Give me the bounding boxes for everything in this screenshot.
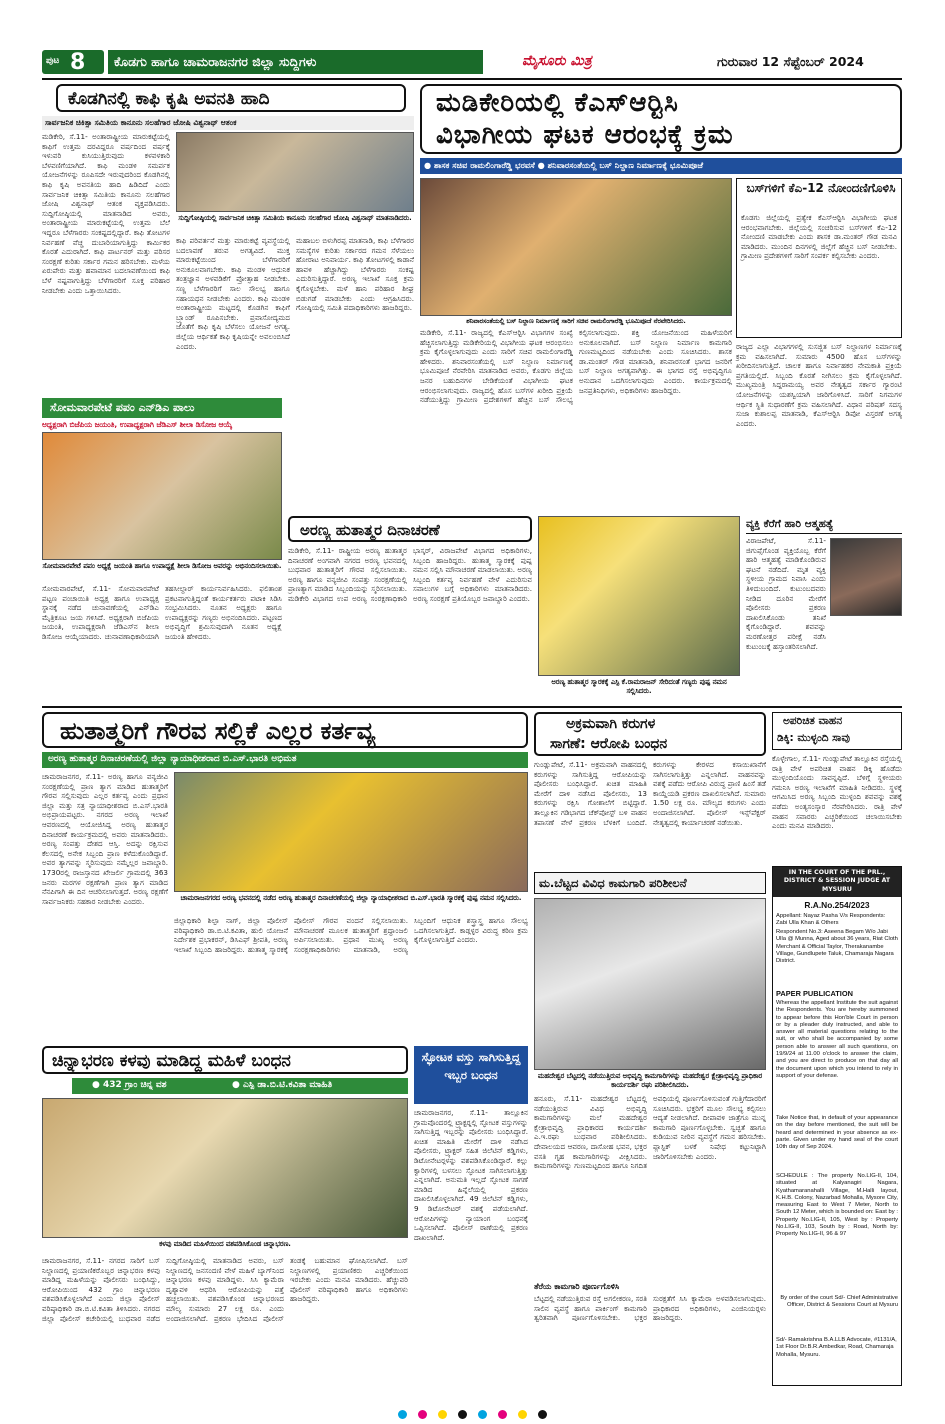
photo-caption: ಅರಣ್ಯ ಹುತಾತ್ಮರ ಸ್ಮಾರಕಕ್ಕೆ ಎಸ್ಪಿ ಕೆ.ರಾಮರಾಜನ್ ಸೇರಿದಂತೆ ಗಣ್ಯರು ಪುಷ್ಪ ನಮನ ಸಲ್ಲಿಸಿದರು. (551, 678, 727, 695)
story-somwarpet (42, 398, 282, 698)
story-gold-theft (42, 1046, 408, 1386)
victim-photo (830, 538, 902, 616)
celebration-photo (42, 432, 282, 560)
headline: ಅರಣ್ಯ ಹುತಾತ್ಮರ ದಿನಾಚರಣೆ (300, 521, 440, 539)
story-ksrtc (420, 84, 902, 514)
photo-caption: ಸೋಮವಾರಪೇಟೆ ಪಪಂ ಅಧ್ಯಕ್ಷೆ ಜಯಂತಿ ಹಾಗೂ ಉಪಾಧ್ಯಕ್ಷೆ ಶೀಲಾ ಡಿಸೋಜ ಅವರನ್ನು ಅಭಿನಂದಿಸಲಾಯಿತು. (42, 562, 282, 570)
bus-registration-box (736, 178, 902, 338)
section-title: ಕೊಡಗು ಹಾಗೂ ಚಾಮರಾಜನಗರ ಜಿಲ್ಲಾ ಸುದ್ದಿಗಳು (114, 54, 317, 69)
page-number: 8 (70, 50, 86, 75)
schedule: SCHEDULE : The property No.LIG-II, 104, situated at Kalyanagiri Nagara, Kyathamaranahalli Village, M.Halli layout, K.H.B. Colony, Nazarbad Mohalla, Mysore City, measuring East to West 7 Meter, North to South 12 Meter, which is bounded on: East by : Property No.LIG-II, 105, West by : Property No.LIG-II, 103, South by : Road, North by: Property No.LIG-II, 96 & 97 (776, 1173, 898, 1238)
photo-caption: ಸುದ್ದಿಗೋಷ್ಠಿಯಲ್ಲಿ ಸಾರ್ವಜನಿಕ ಚಿಕಿತ್ಸಾ ಸಮಿತಿಯ ಕಾನೂನು ಸಲಹೆಗಾರ ಜೋಷಿ ವಿಶ್ವನಾಥ್ ಮಾತನಾಡಿದರು. (178, 214, 412, 222)
subhead: ಅಧ್ಯಕ್ಷರಾಗಿ ಬಿಜೆಪಿಯ ಜಯಂತಿ, ಉಪಾಧ್ಯಕ್ಷರಾಗಿ ಜೆಡಿಎಸ್ ಶೀಲಾ ಡಿಸೋಜ ಆಯ್ಕೆ (42, 420, 233, 429)
headline-box (288, 516, 532, 542)
headline-box (42, 1046, 408, 1074)
signoff: By order of the court Sd/- Chief Administrative Officer, District & Sessions Court at Mysuru (780, 1295, 898, 1309)
headline: ಮ.ಬೆಟ್ಟದ ವಿವಿಧ ಕಾಮಗಾರಿ ಪರಿಶೀಲನೆ (539, 876, 687, 890)
headline-line-1: ಮಡಿಕೇರಿಯಲ್ಲಿ ಕೆಎಸ್‍ಆರ್‍ಟಿಸಿ (436, 88, 679, 118)
headline-box (772, 712, 902, 750)
section-divider (42, 706, 902, 708)
case-number: R.A.No.254/2023 (804, 900, 870, 910)
story-forest-martyrs (288, 516, 740, 702)
headline-box (42, 712, 528, 748)
memorial-photo (538, 516, 740, 676)
box-body: ಕೊಡಗು ಜಿಲ್ಲೆಯಲ್ಲಿ ಪ್ರತ್ಯೇಕ ಕೆಎಸ್‍ಆರ್‍ಟಿಸಿ ವಿಭಾಗೀಯ ಘಟಕ ಆರಂಭವಾಗಬೇಕು. ಜಿಲ್ಲೆಯಲ್ಲಿ ಸಂಚರಿಸುವ ಬಸ್‍ಗಳಿಗೆ ಕೆಎ-12 ನೋಂದಣಿ ಮಾಡಬೇಕು ಎಂದು ಶಾಸಕ ಡಾ.ಮಂತರ್ ಗೌಡ ಮನವಿ ಮಾಡಿದರು. ಮುಂದಿನ ದಿನಗಳಲ್ಲಿ ಜಿಲ್ಲೆಗೆ ಹೆಚ್ಚಿನ ಬಸ್ ನೀಡಬೇಕು. ಗ್ರಾಮೀಣ ಪ್ರದೇಶಗಳಿಗೆ ಸಾರಿಗೆ ಸಂಪರ್ಕ ಕಲ್ಪಿಸಬೇಕು ಎಂದರು. (741, 213, 897, 261)
paper-name: ಮೈಸೂರು ಮಿತ್ರ (522, 53, 592, 69)
headline: ಸ್ಫೋಟಕ ವಸ್ತು ಸಾಗಿಸುತ್ತಿದ್ದ ಇಬ್ಬರ ಬಂಧನ (421, 1050, 521, 1082)
reg-dot (478, 1410, 487, 1419)
page-number-badge (42, 50, 104, 74)
banner-2: ● ಎಸ್ಪಿ ಡಾ.ಬಿ.ಟಿ.ಕವಿತಾ ಮಾಹಿತಿ (232, 1080, 333, 1090)
headline-box (534, 712, 766, 756)
body: ಹನೂರು, ಸೆ.11- ಮಹದೇಶ್ವರ ಬೆಟ್ಟದಲ್ಲಿ ನಡೆಯುತ್ತಿರುವ ವಿವಿಧ ಅಭಿವೃದ್ಧಿ ಕಾಮಗಾರಿಗಳನ್ನು ಮಲೆ ಮಹದೇಶ್ವರ ಕ್ಷೇತ್ರಾಭಿವೃದ್ಧಿ ಪ್ರಾಧಿಕಾರದ ಕಾರ್ಯದರ್ಶಿ ಎ.ಇ.ರಘು ಬುಧವಾರ ಪರಿಶೀಲಿಸಿದರು. ದೇವಾಲಯದ ಆವರಣ, ದಾಸೋಹ ಭವನ, ಭಕ್ತರ ವಸತಿ ಗೃಹ ಕಾಮಗಾರಿಗಳನ್ನು ವೀಕ್ಷಿಸಿದರು. ಕಾಮಗಾರಿಗಳನ್ನು ಗುಣಮಟ್ಟದಿಂದ ಹಾಗೂ ನಿಗದಿತ ಅವಧಿಯಲ್ಲಿ ಪೂರ್ಣಗೊಳಿಸುವಂತೆ ಗುತ್ತಿಗೆದಾರರಿಗೆ ಸೂಚಿಸಿದರು. ಭಕ್ತರಿಗೆ ಮೂಲ ಸೌಲಭ್ಯ ಕಲ್ಪಿಸಲು ಆದ್ಯತೆ ನೀಡಲಾಗಿದೆ. ದೀಪಾವಳಿ ಜಾತ್ರೆಗೂ ಮುನ್ನ ಕಾಮಗಾರಿ ಪೂರ್ಣಗೊಳ್ಳಬೇಕು. ಸ್ವಚ್ಛತೆ ಹಾಗೂ ಕುಡಿಯುವ ನೀರಿನ ವ್ಯವಸ್ಥೆಗೆ ಗಮನ ಹರಿಸಬೇಕು. ಪ್ಲಾಸ್ಟಿಕ್ ಬಳಕೆ ನಿಷೇಧ ಕಟ್ಟುನಿಟ್ಟಾಗಿ ಜಾರಿಗೊಳಿಸಬೇಕು ಎಂದರು. (534, 1094, 766, 1171)
body: ಗುಂಡ್ಲುಪೇಟೆ, ಸೆ.11- ಅಕ್ರಮವಾಗಿ ವಾಹನದಲ್ಲಿ ಕರುಗಳನ್ನು ಸಾಗಿಸುತ್ತಿದ್ದ ಆರೋಪಿಯನ್ನು ಪೊಲೀಸರು ಬಂಧಿಸಿದ್ದಾರೆ. ಖಚಿತ ಮಾಹಿತಿ ಮೇರೆಗೆ ದಾಳಿ ನಡೆಸಿದ ಪೊಲೀಸರು, 13 ಕರುಗಳನ್ನು ರಕ್ಷಿಸಿ ಗೋಶಾಲೆಗೆ ಬಿಟ್ಟಿದ್ದಾರೆ. ತಾಲ್ಲೂಕಿನ ಗಡಿಭಾಗದ ಚೆಕ್‍ಪೋಸ್ಟ್ ಬಳಿ ವಾಹನ ತಪಾಸಣೆ ವೇಳೆ ಪ್ರಕರಣ ಬೆಳಕಿಗೆ ಬಂದಿದೆ. ಕರುಗಳನ್ನು ಕೇರಳದ ಕಸಾಯಿಖಾನೆಗೆ ಸಾಗಿಸಲಾಗುತ್ತಿತ್ತು ಎನ್ನಲಾಗಿದೆ. ವಾಹನವನ್ನು ವಶಕ್ಕೆ ಪಡೆದು ಆರೋಪಿ ವಿರುದ್ಧ ಪ್ರಾಣಿ ಹಿಂಸೆ ತಡೆ ಕಾಯ್ದೆಯಡಿ ಪ್ರಕರಣ ದಾಖಲಿಸಲಾಗಿದೆ. ಸುಮಾರು 1.50 ಲಕ್ಷ ರೂ. ಮೌಲ್ಯದ ಕರುಗಳು ಎಂದು ಅಂದಾಜಿಸಲಾಗಿದೆ. ಪೊಲೀಸ್ ಇನ್ಸ್‌ಪೆಕ್ಟರ್ ನೇತೃತ್ವದಲ್ಲಿ ಕಾರ್ಯಾಚರಣೆ ನಡೆಯಿತು. (534, 760, 766, 827)
bhoomi-pooja-photo (420, 178, 732, 316)
section-title-box (108, 50, 483, 74)
photo-caption: ಮಹದೇಶ್ವರ ಬೆಟ್ಟದಲ್ಲಿ ನಡೆಯುತ್ತಿರುವ ಅಭಿವೃದ್ಧಿ ಕಾಮಗಾರಿಗಳನ್ನು ಮಹದೇಶ್ವರ ಕ್ಷೇತ್ರಾಭಿವೃದ್ಧಿ ಪ್ರಾಧಿಕಾರ ಕಾರ್ಯದರ್ಶಿ ರಘು ಪರಿಶೀಲಿಸಿದರು. (537, 1072, 763, 1089)
judge-tribute-photo (174, 772, 528, 892)
body-col-3: ಮಹಾಬಲ ಬಿಳುಗಿರಪ್ಪ ಮಾತನಾಡಿ, ಕಾಫಿ ಬೆಳೆಗಾರರ ಸಮಸ್ಯೆಗಳ ಕುರಿತು ಸರ್ಕಾರದ ಗಮನ ಸೆಳೆಯಲು ಹೋರಾಟ ಅನಿವಾರ್ಯ. ಕಾಫಿ ತೋಟಗಳಲ್ಲಿ ಕಾಡಾನೆ ಹಾವಳಿ ಹೆಚ್ಚಾಗಿದ್ದು ಬೆಳೆಗಾರರು ಸಂಕಷ್ಟ ಎದುರಿಸುತ್ತಿದ್ದಾರೆ. ಅರಣ್ಯ ಇಲಾಖೆ ಸೂಕ್ತ ಕ್ರಮ ಕೈಗೊಳ್ಳಬೇಕು. ಮಳೆ ಹಾನಿ ಪರಿಹಾರ ಶೀಘ್ರ ಬಿಡುಗಡೆ ಮಾಡಬೇಕು ಎಂದು ಆಗ್ರಹಿಸಿದರು. ಗೋಷ್ಠಿಯಲ್ಲಿ ಸಮಿತಿ ಪದಾಧಿಕಾರಿಗಳು ಹಾಜರಿದ್ದರು. (296, 236, 414, 313)
body: ಸೋಮವಾರಪೇಟೆ, ಸೆ.11- ಸೋಮವಾರಪೇಟೆ ಪಟ್ಟಣ ಪಂಚಾಯಿತಿ ಅಧ್ಯಕ್ಷ ಹಾಗೂ ಉಪಾಧ್ಯಕ್ಷ ಸ್ಥಾನಕ್ಕೆ ನಡೆದ ಚುನಾವಣೆಯಲ್ಲಿ ಎನ್‍ಡಿಎ ಮೈತ್ರಿಕೂಟ ಜಯ ಗಳಿಸಿದೆ. ಅಧ್ಯಕ್ಷರಾಗಿ ಬಿಜೆಪಿಯ ಜಯಂತಿ, ಉಪಾಧ್ಯಕ್ಷರಾಗಿ ಜೆಡಿಎಸ್‍ನ ಶೀಲಾ ಡಿಸೋಜ ಆಯ್ಕೆಯಾದರು. ಚುನಾವಣಾಧಿಕಾರಿಯಾಗಿ ತಹಸೀಲ್ದಾರ್ ಕಾರ್ಯನಿರ್ವಹಿಸಿದರು. ಫಲಿತಾಂಶ ಪ್ರಕಟವಾಗುತ್ತಿದ್ದಂತೆ ಕಾರ್ಯಕರ್ತರು ಪಟಾಕಿ ಸಿಡಿಸಿ ಸಂಭ್ರಮಿಸಿದರು. ನೂತನ ಅಧ್ಯಕ್ಷರು ಹಾಗೂ ಉಪಾಧ್ಯಕ್ಷರನ್ನು ಗಣ್ಯರು ಅಭಿನಂದಿಸಿದರು. ಪಟ್ಟಣದ ಅಭಿವೃದ್ಧಿಗೆ ಶ್ರಮಿಸುವುದಾಗಿ ನೂತನ ಅಧ್ಯಕ್ಷೆ ಜಯಂತಿ ಹೇಳಿದರು. (42, 584, 282, 641)
headline-box (420, 84, 902, 154)
banner-text: ಸೋಮವಾರಪೇಟೆ ಪಪಂ ಎನ್‍ಡಿಎ ಪಾಲು (50, 401, 195, 414)
masthead (42, 48, 902, 76)
story-mm-hills (534, 872, 766, 1386)
headline-line-1: ಅಕ್ರಮವಾಗಿ ಕರುಗಳ (566, 716, 656, 732)
body: ಮಡಿಕೇರಿ, ಸೆ.11- ರಾಷ್ಟ್ರೀಯ ಅರಣ್ಯ ಹುತಾತ್ಮರ ದಿನಾಚರಣೆ ಅಂಗವಾಗಿ ನಗರದ ಅರಣ್ಯ ಭವನದಲ್ಲಿ ಬುಧವಾರ ಹುತಾತ್ಮರಿಗೆ ಗೌರವ ಸಲ್ಲಿಸಲಾಯಿತು. ಅರಣ್ಯ ಹಾಗೂ ವನ್ಯಜೀವಿ ಸಂಪತ್ತು ಸಂರಕ್ಷಣೆಯಲ್ಲಿ ಪ್ರಾಣತ್ಯಾಗ ಮಾಡಿದ ಸಿಬ್ಬಂದಿಯನ್ನು ಸ್ಮರಿಸಲಾಯಿತು. ಮಡಿಕೇರಿ ವಿಭಾಗದ ಉಪ ಅರಣ್ಯ ಸಂರಕ್ಷಣಾಧಿಕಾರಿ ಭಾಸ್ಕರ್, ವಿರಾಜಪೇಟೆ ವಿಭಾಗದ ಅಧಿಕಾರಿಗಳು, ಸಿಬ್ಬಂದಿ ಹಾಜರಿದ್ದರು. ಹುತಾತ್ಮ ಸ್ಮಾರಕಕ್ಕೆ ಪುಷ್ಪ ನಮನ ಸಲ್ಲಿಸಿ ಮೌನಾಚರಣೆ ಮಾಡಲಾಯಿತು. ಅರಣ್ಯ ಸಿಬ್ಬಂದಿ ಕರ್ತವ್ಯ ನಿರ್ವಹಣೆ ವೇಳೆ ಎದುರಿಸುವ ಸವಾಲುಗಳ ಬಗ್ಗೆ ಅಧಿಕಾರಿಗಳು ಮಾತನಾಡಿದರು. ಅರಣ್ಯ ಸಂರಕ್ಷಣೆ ಪ್ರತಿಯೊಬ್ಬರ ಜವಾಬ್ದಾರಿ ಎಂದರು. (288, 546, 532, 603)
body-col-1: ಚಾಮರಾಜನಗರ, ಸೆ.11- ಅರಣ್ಯ ಹಾಗೂ ವನ್ಯಜೀವಿ ಸಂರಕ್ಷಣೆಯಲ್ಲಿ ಪ್ರಾಣ ತ್ಯಾಗ ಮಾಡಿದ ಹುತಾತ್ಮರಿಗೆ ಗೌರವ ಸಲ್ಲಿಸುವುದು ಎಲ್ಲರ ಕರ್ತವ್ಯ ಎಂದು ಪ್ರಧಾನ ಜಿಲ್ಲಾ ಮತ್ತು ಸತ್ರ ನ್ಯಾಯಾಧೀಶರಾದ ಬಿ.ಎಸ್.ಭಾರತಿ ಅಭಿಪ್ರಾಯಪಟ್ಟರು. ನಗರದ ಅರಣ್ಯ ಇಲಾಖೆ ಆವರಣದಲ್ಲಿ ಆಯೋಜಿಸಿದ್ದ ಅರಣ್ಯ ಹುತಾತ್ಮರ ದಿನಾಚರಣೆ ಕಾರ್ಯಕ್ರಮದಲ್ಲಿ ಅವರು ಮಾತನಾಡಿದರು. ಅರಣ್ಯ ಸಂಪತ್ತು ದೇಶದ ಆಸ್ತಿ. ಅದನ್ನು ರಕ್ಷಿಸುವ ಕೆಲಸದಲ್ಲಿ ಅನೇಕ ಸಿಬ್ಬಂದಿ ಪ್ರಾಣ ಕಳೆದುಕೊಂಡಿದ್ದಾರೆ. ಅವರ ತ್ಯಾಗವನ್ನು ಸ್ಮರಿಸುವುದು ನಮ್ಮೆಲ್ಲರ ಜವಾಬ್ದಾರಿ. 1730ರಲ್ಲಿ ರಾಜಸ್ತಾನದ ಖೇಜರ್ಲಿ ಗ್ರಾಮದಲ್ಲಿ 363 ಜನರು ಮರಗಳ ರಕ್ಷಣೆಗಾಗಿ ಪ್ರಾಣ ತ್ಯಾಗ ಮಾಡಿದ ನೆನಪಿಗಾಗಿ ಈ ದಿನ ಆಚರಿಸಲಾಗುತ್ತದೆ. ಅರಣ್ಯ ರಕ್ಷಣೆಗೆ ಸಾರ್ವಜನಿಕರು ಸಹಕಾರ ನೀಡಬೇಕು ಎಂದರು. (42, 772, 168, 906)
body-continued (746, 620, 902, 700)
headline-line-1: ಅಪರಿಚಿತ ವಾಹನ (783, 715, 843, 727)
temple-photo (534, 898, 766, 1070)
story-porcupine (772, 712, 902, 862)
headline-box (56, 84, 406, 112)
reg-dot (418, 1410, 427, 1419)
story-suicide (746, 516, 902, 702)
issue-date: ಗುರುವಾರ 12 ಸೆಪ್ಟೆಂಬರ್ 2024 (717, 54, 864, 69)
headline-box (534, 872, 766, 894)
summons-body: Whereas the appellant Institute the suit against the Respondents. You are hereby summoned to appear before this Hon'ble Court in person or by a pleader duly instructed, and able to answer all material questions relating to the suit, or who shall be accompanied by some person able to answer all such questions, on 19/9/24 at 11.00 o'clock to answer the claim, and you are direct to produce on that day all the document upon which you intend to rely in support of your defense. (776, 1000, 898, 1079)
photo-caption: ಕಳವು ಮಾಡಿದ ಮಹಿಳೆಯಿಂದ ವಶಪಡಿಸಿಕೊಂಡ ಚಿನ್ನಾಭರಣ. (159, 1240, 291, 1248)
story-calves (534, 712, 766, 870)
body-cols-2: ರಾಜ್ಯದ ಎಲ್ಲಾ ವಿಭಾಗಗಳಲ್ಲಿ ಸುಸಜ್ಜಿತ ಬಸ್ ನಿಲ್ದಾಣಗಳ ನಿರ್ಮಾಣಕ್ಕೆ ಕ್ರಮ ವಹಿಸಲಾಗಿದೆ. ಸುಮಾರು 4500 ಹೊಸ ಬಸ್‍ಗಳನ್ನು ಖರೀದಿಸಲಾಗುತ್ತಿದೆ. ಚಾಲಕ ಹಾಗೂ ನಿರ್ವಾಹಕರ ನೇಮಕಾತಿ ಪ್ರಕ್ರಿಯೆ ಪ್ರಗತಿಯಲ್ಲಿದೆ. ಸಿಬ್ಬಂದಿ ಕೊರತೆ ನೀಗಿಸಲು ಕ್ರಮ ಕೈಗೊಳ್ಳಲಾಗಿದೆ. ಮುಖ್ಯಮಂತ್ರಿ ಸಿದ್ದರಾಮಯ್ಯ ಅವರ ನೇತೃತ್ವದ ಸರ್ಕಾರ ಗ್ಯಾರಂಟಿ ಯೋಜನೆಗಳನ್ನು ಯಶಸ್ವಿಯಾಗಿ ಜಾರಿಗೊಳಿಸಿದೆ. ಸಾರಿಗೆ ನಿಗಮಗಳ ಆರ್ಥಿಕ ಸ್ಥಿತಿ ಸುಧಾರಣೆಗೆ ಕ್ರಮ ವಹಿಸಲಾಗಿದೆ. ವಿಧಾನ ಪರಿಷತ್ ಸದಸ್ಯ ಸುಜಾ ಕುಶಾಲಪ್ಪ ಮಾತನಾಡಿ, ಕೆಎಸ್‍ಆರ್‍ಟಿಸಿ ಡಿಪೋ ವಿಸ್ತರಣೆ ಅಗತ್ಯ ಎಂದರು. (736, 342, 902, 428)
respondent: Respondent No.3: Aseena Begam W/o Jabi Ulla @ Munna, Aged about 36 years, Riat Cloth Merchant & Official Taylor, Therakanambe Village, Gundlupete Taluk, Chamaraja Nagara District. (776, 929, 898, 965)
headline-line-2: ವಿಭಾಗೀಯ ಘಟಕ ಆರಂಭಕ್ಕೆ ಕ್ರಮ (436, 120, 734, 150)
police-photo (42, 1098, 408, 1238)
page-label: ಪುಟ (46, 56, 60, 66)
headline: ಕೊಡಗಿನಲ್ಲಿ ಕಾಫಿ ಕೃಷಿ ಅವನತಿ ಹಾದಿ (68, 89, 270, 109)
reg-dot (538, 1410, 547, 1419)
photo-caption: ಶನಿವಾರಸಂತೆಯಲ್ಲಿ ಬಸ್ ನಿಲ್ದಾಣ ನಿರ್ಮಾಣಕ್ಕೆ ಸಾರಿಗೆ ಸಚಿವ ರಾಮಲಿಂಗಾರೆಡ್ಡಿ ಭೂಮಿಪೂಜೆ ನೆರವೇರಿಸಿದರು. (466, 317, 686, 325)
headline: ಚಿನ್ನಾಭರಣ ಕಳವು ಮಾಡಿದ್ದ ಮಹಿಳೆ ಬಂಧನ (52, 1051, 291, 1071)
box-headline: ಬಸ್‍ಗಳಿಗೆ ಕೆಎ-12 ನೋಂದಣಿಗೊಳಿಸಿ (746, 181, 896, 195)
banner (42, 398, 282, 418)
banner-text: ● ಶಾಸಕ ಸಚಿವ ರಾಮಲಿಂಗಾರೆಡ್ಡಿ ಭರವಸೆ ● ಶನಿವಾರಸಂತೆಯಲ್ಲಿ ಬಸ್ ನಿಲ್ದಾಣ ನಿರ್ಮಾಣಕ್ಕೆ ಭೂಮಿಪೂಜೆ (424, 160, 704, 170)
headline: ವ್ಯಕ್ತಿ ಕೆರೆಗೆ ಹಾರಿ ಆತ್ಮಹತ್ಯೆ (746, 518, 902, 534)
parties: Appellant: Nayaz Pasha V/s Respondents: Zabi Ulla Khan & Others (776, 913, 886, 927)
court-notice (772, 866, 902, 1386)
body: ವಿರಾಜಪೇಟೆ, ಸೆ.11- ಜಿಗುಪ್ಸೆಗೊಂಡ ವ್ಯಕ್ತಿಯೊಬ್ಬ ಕೆರೆಗೆ ಹಾರಿ ಆತ್ಮಹತ್ಯೆ ಮಾಡಿಕೊಂಡಿರುವ ಘಟನೆ ನಡೆದಿದೆ. ಮೃತ ವ್ಯಕ್ತಿ ಸ್ಥಳೀಯ ಗ್ರಾಮದ ನಿವಾಸಿ ಎಂದು ತಿಳಿದುಬಂದಿದೆ. ಕುಟುಂಬದವರು ನೀಡಿದ ದೂರಿನ ಮೇರೆಗೆ ಪೊಲೀಸರು ಪ್ರಕರಣ ದಾಖಲಿಸಿಕೊಂಡು ತನಿಖೆ ಕೈಗೊಂಡಿದ್ದಾರೆ. ಶವವನ್ನು ಮರಣೋತ್ತರ ಪರೀಕ್ಷೆ ನಡೆಸಿ ಕುಟುಂಬಕ್ಕೆ ಹಸ್ತಾಂತರಿಸಲಾಗಿದೆ. (746, 536, 826, 651)
body: ಚಾಮರಾಜನಗರ, ಸೆ.11- ತಾಲ್ಲೂಕಿನ ಗ್ರಾಮವೊಂದರಲ್ಲಿ ಟ್ರ್ಯಾಕ್ಟರ್‍ನಲ್ಲಿ ಸ್ಫೋಟಕ ವಸ್ತುಗಳನ್ನು ಸಾಗಿಸುತ್ತಿದ್ದ ಇಬ್ಬರನ್ನು ಪೊಲೀಸರು ಬಂಧಿಸಿದ್ದಾರೆ. ಖಚಿತ ಮಾಹಿತಿ ಮೇರೆಗೆ ದಾಳಿ ನಡೆಸಿದ ಪೊಲೀಸರು, ಟ್ರ್ಯಾಕ್ಟರ್ ಸಹಿತ ಜಿಲೆಟಿನ್ ಕಡ್ಡಿಗಳು, ಡಿಟೋನೇಟರ್‍ಗಳನ್ನು ವಶಪಡಿಸಿಕೊಂಡಿದ್ದಾರೆ. ಕಲ್ಲು ಕ್ವಾರಿಗಳಲ್ಲಿ ಬಳಸಲು ಸ್ಫೋಟಕ ಸಾಗಿಸಲಾಗುತ್ತಿತ್ತು ಎನ್ನಲಾಗಿದೆ. ಅನುಮತಿ ಇಲ್ಲದೆ ಸ್ಫೋಟಕ ಸಾಗಣೆ ಮಾಡಿದ ಹಿನ್ನೆಲೆಯಲ್ಲಿ ಪ್ರಕರಣ ದಾಖಲಿಸಿಕೊಳ್ಳಲಾಗಿದೆ. 49 ಜಿಲೆಟಿನ್ ಕಡ್ಡಿಗಳು, 9 ಡಿಟೋನೇಟರ್ ವಶಕ್ಕೆ ಪಡೆಯಲಾಗಿದೆ. ಆರೋಪಿಗಳನ್ನು ನ್ಯಾಯಾಂಗ ಬಂಧನಕ್ಕೆ ಒಪ್ಪಿಸಲಾಗಿದೆ. ಪೊಲೀಸ್ ಠಾಣೆಯಲ್ಲಿ ಪ್ರಕರಣ ದಾಖಲಾಗಿದೆ. (414, 1108, 528, 1242)
story-coffee (42, 84, 414, 396)
masthead-rule (42, 78, 902, 80)
press-meet-photo (176, 132, 414, 212)
story-honour-martyrs (42, 712, 528, 1042)
photo-caption: ಚಾಮರಾಜನಗರದ ಅರಣ್ಯ ಭವನದಲ್ಲಿ ನಡೆದ ಅರಣ್ಯ ಹುತಾತ್ಮರ ದಿನಾಚರಣೆಯಲ್ಲಿ ಜಿಲ್ಲಾ ನ್ಯಾಯಾಧೀಶರಾದ ಬಿ.ಎಸ್.ಭಾರತಿ ಸ್ಮಾರಕಕ್ಕೆ ಪುಷ್ಪ ನಮನ ಸಲ್ಲಿಸಿದರು. (180, 894, 522, 902)
reg-dot (458, 1410, 467, 1419)
banner-text: ಅರಣ್ಯ ಹುತಾತ್ಮರ ದಿನಾಚರಣೆಯಲ್ಲಿ ಜಿಲ್ಲಾ ನ್ಯಾಯಾಧೀಶರಾದ ಬಿ.ಎಸ್.ಭಾರತಿ ಅಭಿಮತ (48, 754, 297, 764)
reg-dot (498, 1410, 507, 1419)
body: ಚಾಮರಾಜನಗರ, ಸೆ.11- ನಗರದ ಸಾರಿಗೆ ಬಸ್ ನಿಲ್ದಾಣದಲ್ಲಿ ಪ್ರಯಾಣಿಕರೊಬ್ಬರ ಚಿನ್ನಾಭರಣ ಕಳವು ಮಾಡಿದ್ದ ಮಹಿಳೆಯನ್ನು ಪೊಲೀಸರು ಬಂಧಿಸಿದ್ದು, ಆರೋಪಿಯಿಂದ 432 ಗ್ರಾಂ ಚಿನ್ನಾಭರಣ ವಶಪಡಿಸಿಕೊಳ್ಳಲಾಗಿದೆ ಎಂದು ಜಿಲ್ಲಾ ಪೊಲೀಸ್ ವರಿಷ್ಠಾಧಿಕಾರಿ ಡಾ.ಬಿ.ಟಿ.ಕವಿತಾ ತಿಳಿಸಿದರು. ನಗರದ ಜಿಲ್ಲಾ ಪೊಲೀಸ್ ಕಚೇರಿಯಲ್ಲಿ ಬುಧವಾರ ನಡೆದ ಸುದ್ದಿಗೋಷ್ಠಿಯಲ್ಲಿ ಮಾತನಾಡಿದ ಅವರು, ಬಸ್ ನಿಲ್ದಾಣದಲ್ಲಿ ಜನಸಂದಣಿ ವೇಳೆ ಮಹಿಳೆ ಬ್ಯಾಗ್‍ನಿಂದ ಚಿನ್ನಾಭರಣ ಕಳವು ಮಾಡಿದ್ದಳು. ಸಿಸಿ ಕ್ಯಾಮೆರಾ ದೃಶ್ಯಾವಳಿ ಆಧರಿಸಿ ಆರೋಪಿಯನ್ನು ಪತ್ತೆ ಹಚ್ಚಲಾಯಿತು. ವಶಪಡಿಸಿಕೊಂಡ ಚಿನ್ನಾಭರಣದ ಮೌಲ್ಯ ಸುಮಾರು 27 ಲಕ್ಷ ರೂ. ಎಂದು ಅಂದಾಜಿಸಲಾಗಿದೆ. ಪ್ರಕರಣ ಭೇದಿಸಿದ ಪೊಲೀಸ್ ತಂಡಕ್ಕೆ ಬಹುಮಾನ ಘೋಷಿಸಲಾಗಿದೆ. ಬಸ್ ನಿಲ್ದಾಣಗಳಲ್ಲಿ ಪ್ರಯಾಣಿಕರು ಎಚ್ಚರಿಕೆಯಿಂದ ಇರಬೇಕು ಎಂದು ಮನವಿ ಮಾಡಿದರು. ಹೆಚ್ಚುವರಿ ಪೊಲೀಸ್ ವರಿಷ್ಠಾಧಿಕಾರಿ ಹಾಗೂ ಅಧಿಕಾರಿಗಳು ಹಾಜರಿದ್ದರು. (42, 1256, 408, 1323)
reg-dot (438, 1410, 447, 1419)
banner-1: ● 432 ಗ್ರಾಂ ಚಿನ್ನ ವಶ (92, 1080, 167, 1090)
reg-dot (398, 1410, 407, 1419)
body-col-1: ಮಡಿಕೇರಿ, ಸೆ.11- ಅಂತಾರಾಷ್ಟ್ರೀಯ ಮಾರುಕಟ್ಟೆಯಲ್ಲಿ ಕಾಫಿಗೆ ಉತ್ತಮ ದರವಿದ್ದರೂ ವರ್ಷದಿಂದ ವರ್ಷಕ್ಕೆ ಇಳುವರಿ ಕುಸಿಯುತ್ತಿರುವುದು ಕಳವಳಕಾರಿ ಬೆಳವಣಿಗೆಯಾಗಿದೆ. ಕಾಫಿ ಮಂಡಳಿ ಸಮರ್ಪಕ ಯೋಜನೆಗಳನ್ನು ರೂಪಿಸದೇ ಇರುವುದರಿಂದ ಕೊಡಗಿನಲ್ಲಿ ಕಾಫಿ ಕೃಷಿ ಅವನತಿಯ ಹಾದಿ ಹಿಡಿದಿದೆ ಎಂದು ಸಾರ್ವಜನಿಕ ಚಿಕಿತ್ಸಾ ಸಮಿತಿಯ ಕಾನೂನು ಸಲಹೆಗಾರ ಜೋಷಿ ವಿಶ್ವನಾಥ್ ಆತಂಕ ವ್ಯಕ್ತಪಡಿಸಿದರು. ಸುದ್ದಿಗೋಷ್ಠಿಯಲ್ಲಿ ಮಾತನಾಡಿದ ಅವರು, ಅಂತಾರಾಷ್ಟ್ರೀಯ ಮಾರುಕಟ್ಟೆಯಲ್ಲಿ ಉತ್ತಮ ಬೆಲೆ ಇದ್ದರೂ ಬೆಳೆಗಾರರು ಸಂಕಷ್ಟದಲ್ಲಿದ್ದಾರೆ. ಕಾಫಿ ತೋಟಗಳ ನಿರ್ವಹಣೆ ವೆಚ್ಚ ದುಬಾರಿಯಾಗುತ್ತಿದ್ದು ಕಾರ್ಮಿಕರ ಕೊರತೆ ಎದುರಾಗಿದೆ. ಕಾಫಿ ಪಾರ್ಟನರ್ ಮತ್ತು ಪರಿಸರ ಸಂರಕ್ಷಣೆ ಕುರಿತು ಸರ್ಕಾರ ಗಮನ ಹರಿಸಬೇಕು. ಮಳೆಯ ಏರುಪೇರು ಮತ್ತು ಹವಾಮಾನ ಬದಲಾವಣೆಯಿಂದ ಕಾಫಿ ಬೆಳೆ ನಷ್ಟವಾಗುತ್ತಿದ್ದು ಬೆಳೆಗಾರರಿಗೆ ಸೂಕ್ತ ಪರಿಹಾರ ನೀಡಬೇಕು ಎಂದು ಒತ್ತಾಯಿಸಿದರು. (42, 132, 170, 295)
court-title-box (773, 867, 901, 897)
body: ಕೊಳ್ಳೇಗಾಲ, ಸೆ.11- ಗುಂಡ್ಲುಪೇಟೆ ತಾಲ್ಲೂಕಿನ ರಸ್ತೆಯಲ್ಲಿ ರಾತ್ರಿ ವೇಳೆ ಅಪರಿಚಿತ ವಾಹನ ಡಿಕ್ಕಿ ಹೊಡೆದು ಮುಳ್ಳಂದಿಯೊಂದು ಸಾವನ್ನಪ್ಪಿದೆ. ಬೆಳಿಗ್ಗೆ ಸ್ಥಳೀಯರು ಗಮನಿಸಿ ಅರಣ್ಯ ಇಲಾಖೆಗೆ ಮಾಹಿತಿ ನೀಡಿದರು. ಸ್ಥಳಕ್ಕೆ ಆಗಮಿಸಿದ ಅರಣ್ಯ ಸಿಬ್ಬಂದಿ ಮುಳ್ಳಂದಿ ಶವವನ್ನು ವಶಕ್ಕೆ ಪಡೆದು ಅಂತ್ಯಸಂಸ್ಕಾರ ನೆರವೇರಿಸಿದರು. ರಾತ್ರಿ ವೇಳೆ ವಾಹನ ಸವಾರರು ಎಚ್ಚರಿಕೆಯಿಂದ ಚಲಾಯಿಸಬೇಕು ಎಂದು ಮನವಿ ಮಾಡಿದರು. (772, 754, 902, 831)
registration-marks (0, 1404, 945, 1418)
publication-title: PAPER PUBLICATION (776, 989, 853, 998)
banner (42, 752, 528, 768)
story-explosives (414, 1046, 528, 1386)
advocate: Sd/- Ramakrishna B.A.LLB Advocate, #1131/A, 1st Floor Dr.B.R.Ambedkar, Road, Chamaraja Mohalla, Mysuru. (776, 1337, 897, 1358)
banner (420, 158, 902, 174)
body-2: ಬೆಟ್ಟದಲ್ಲಿ ನಡೆಯುತ್ತಿರುವ ರಸ್ತೆ ಅಗಲೀಕರಣ, ಸರತಿ ಸಾಲಿನ ವ್ಯವಸ್ಥೆ ಹಾಗೂ ಪಾರ್ಕಿಂಗ್ ಕಾಮಗಾರಿ ತ್ವರಿತವಾಗಿ ಪೂರ್ಣಗೊಳಿಸಬೇಕು. ಭಕ್ತರ ಸುರಕ್ಷತೆಗೆ ಸಿಸಿ ಕ್ಯಾಮೆರಾ ಅಳವಡಿಸಲಾಗುವುದು. ಪ್ರಾಧಿಕಾರದ ಅಧಿಕಾರಿಗಳು, ಎಂಜಿನಿಯರ್‍ಗಳು ಹಾಜರಿದ್ದರು. (534, 1294, 766, 1323)
court-title: IN THE COURT OF THE PRL., DISTRICT & SESSION JUDGE AT MYSURU (783, 869, 891, 893)
body-cols-1: ಮಡಿಕೇರಿ, ಸೆ.11- ರಾಜ್ಯದಲ್ಲಿ ಕೆಎಸ್‍ಆರ್‍ಟಿಸಿ ವಿಭಾಗಗಳ ಸಂಖ್ಯೆ ಹೆಚ್ಚಿಸಲಾಗುತ್ತಿದ್ದು ಮಡಿಕೇರಿಯಲ್ಲಿ ವಿಭಾಗೀಯ ಘಟಕ ಆರಂಭಿಸಲು ಕ್ರಮ ಕೈಗೊಳ್ಳಲಾಗುವುದು ಎಂದು ಸಾರಿಗೆ ಸಚಿವ ರಾಮಲಿಂಗಾರೆಡ್ಡಿ ಹೇಳಿದರು. ಶನಿವಾರಸಂತೆಯಲ್ಲಿ ಬಸ್ ನಿಲ್ದಾಣ ನಿರ್ಮಾಣಕ್ಕೆ ಭೂಮಿಪೂಜೆ ನೆರವೇರಿಸಿ ಮಾತನಾಡಿದ ಅವರು, ಕೊಡಗು ಜಿಲ್ಲೆಯ ಜನರ ಬಹುದಿನಗಳ ಬೇಡಿಕೆಯಂತೆ ವಿಭಾಗೀಯ ಘಟಕ ಆರಂಭಿಸಲಾಗುವುದು. ರಾಜ್ಯದಲ್ಲಿ ಹೊಸ ಬಸ್‍ಗಳ ಖರೀದಿ ಪ್ರಕ್ರಿಯೆ ನಡೆಯುತ್ತಿದ್ದು ಗ್ರಾಮೀಣ ಪ್ರದೇಶಗಳಿಗೆ ಹೆಚ್ಚಿನ ಬಸ್ ಸೌಲಭ್ಯ ಕಲ್ಪಿಸಲಾಗುವುದು. ಶಕ್ತಿ ಯೋಜನೆಯಿಂದ ಮಹಿಳೆಯರಿಗೆ ಅನುಕೂಲವಾಗಿದೆ. ಬಸ್ ನಿಲ್ದಾಣ ನಿರ್ಮಾಣ ಕಾಮಗಾರಿ ಗುಣಮಟ್ಟದಿಂದ ನಡೆಯಬೇಕು ಎಂದು ಸೂಚಿಸಿದರು. ಶಾಸಕ ಡಾ.ಮಂತರ್ ಗೌಡ ಮಾತನಾಡಿ, ಶನಿವಾರಸಂತೆ ಭಾಗದ ಜನರಿಗೆ ಬಸ್ ನಿಲ್ದಾಣ ಅಗತ್ಯವಾಗಿತ್ತು. ಈ ಭಾಗದ ರಸ್ತೆ ಅಭಿವೃದ್ಧಿಗೂ ಅನುದಾನ ಒದಗಿಸಲಾಗುವುದು ಎಂದರು. ಕಾರ್ಯಕ್ರಮದಲ್ಲಿ ಜನಪ್ರತಿನಿಧಿಗಳು, ಅಧಿಕಾರಿಗಳು ಹಾಜರಿದ್ದರು. (420, 328, 732, 405)
subhead: ತೆರೆಯ ಕಾಮಗಾರಿ ಪೂರ್ಣಗೊಳಿಸಿ (534, 1282, 620, 1291)
headline-line-2: ಸಾಗಣೆ: ಆರೋಪಿ ಬಂಧನ (550, 736, 668, 752)
body-col-2: ಕಾಫಿ ಪರಿವರ್ತನೆ ಮತ್ತು ಮಾರುಕಟ್ಟೆ ವ್ಯವಸ್ಥೆಯಲ್ಲಿ ಬದಲಾವಣೆ ತರುವ ಅಗತ್ಯವಿದೆ. ಮುಕ್ತ ಮಾರುಕಟ್ಟೆಯಿಂದ ಬೆಳೆಗಾರರಿಗೆ ಅನುಕೂಲವಾಗಬೇಕು. ಕಾಫಿ ಮಂಡಳಿ ಆಧುನಿಕ ತಂತ್ರಜ್ಞಾನ ಅಳವಡಿಕೆಗೆ ಪ್ರೋತ್ಸಾಹ ನೀಡಬೇಕು. ಸಣ್ಣ ಬೆಳೆಗಾರರಿಗೆ ಸಾಲ ಸೌಲಭ್ಯ ಹಾಗೂ ಸಹಾಯಧನ ನೀಡಬೇಕು ಎಂದರು. ಕಾಫಿ ಮಂಡಳಿ ಅಂತಾರಾಷ್ಟ್ರೀಯ ಮಟ್ಟದಲ್ಲಿ ಕೊಡಗಿನ ಕಾಫಿಗೆ ಬ್ರ್ಯಾಂಡ್ ರೂಪಿಸಬೇಕು. ಪ್ರವಾಸೋದ್ಯಮದ ಜೊತೆಗೆ ಕಾಫಿ ಕೃಷಿ ಬೆಳೆಸಲು ಯೋಜನೆ ಅಗತ್ಯ. ಜಿಲ್ಲೆಯ ಆರ್ಥಿಕತೆ ಕಾಫಿ ಕೃಷಿಯನ್ನೇ ಅವಲಂಬಿಸಿದೆ ಎಂದರು. (176, 236, 290, 351)
banner (72, 1078, 408, 1094)
body-cols-2: ಜಿಲ್ಲಾಧಿಕಾರಿ ಶಿಲ್ಪಾ ನಾಗ್, ಜಿಲ್ಲಾ ಪೊಲೀಸ್ ವರಿಷ್ಠಾಧಿಕಾರಿ ಡಾ.ಬಿ.ಟಿ.ಕವಿತಾ, ಹುಲಿ ಯೋಜನೆ ನಿರ್ದೇಶಕ ಪ್ರಭಾಕರನ್, ಡಿಸಿಎಫ್ ಶ್ರೀಪತಿ, ಅರಣ್ಯ ಇಲಾಖೆ ಸಿಬ್ಬಂದಿ ಹಾಜರಿದ್ದರು. ಹುತಾತ್ಮ ಸ್ಮಾರಕಕ್ಕೆ ಪೊಲೀಸ್ ಗೌರವ ವಂದನೆ ಸಲ್ಲಿಸಲಾಯಿತು. ಮೌನಾಚರಣೆ ಮೂಲಕ ಹುತಾತ್ಮರಿಗೆ ಶ್ರದ್ಧಾಂಜಲಿ ಅರ್ಪಿಸಲಾಯಿತು. ಪ್ರಧಾನ ಮುಖ್ಯ ಅರಣ್ಯ ಸಂರಕ್ಷಣಾಧಿಕಾರಿಗಳು ಮಾತನಾಡಿ, ಅರಣ್ಯ ಸಿಬ್ಬಂದಿಗೆ ಆಧುನಿಕ ಶಸ್ತ್ರಾಸ್ತ್ರ ಹಾಗೂ ಸೌಲಭ್ಯ ಒದಗಿಸಲಾಗುತ್ತಿದೆ. ಕಾಡ್ಗಳ್ಳರ ವಿರುದ್ಧ ಕಠಿಣ ಕ್ರಮ ಕೈಗೊಳ್ಳಲಾಗುತ್ತಿದೆ ಎಂದರು. (174, 916, 528, 954)
subhead: ಸಾರ್ವಜನಿಕ ಚಿಕಿತ್ಸಾ ಸಮಿತಿಯ ಕಾನೂನು ಸಲಹೆಗಾರ ಜೋಷಿ ವಿಶ್ವನಾಥ್ ಆತಂಕ (42, 116, 414, 130)
headline-box (414, 1046, 528, 1104)
headline: ಹುತಾತ್ಮರಿಗೆ ಗೌರವ ಸಲ್ಲಿಕೆ ಎಲ್ಲರ ಕರ್ತವ್ಯ (60, 717, 376, 745)
headline-line-2: ಡಿಕ್ಕಿ: ಮುಳ್ಳಂದಿ ಸಾವು (777, 732, 850, 744)
notice-text: Take Notice that, in default of your appearance on the day before mentioned, the suit will be heard and determined in your absence as ex-parte. Given under my hand seal of the court 10th day of Sep 2024. (776, 1115, 898, 1151)
reg-dot (518, 1410, 527, 1419)
